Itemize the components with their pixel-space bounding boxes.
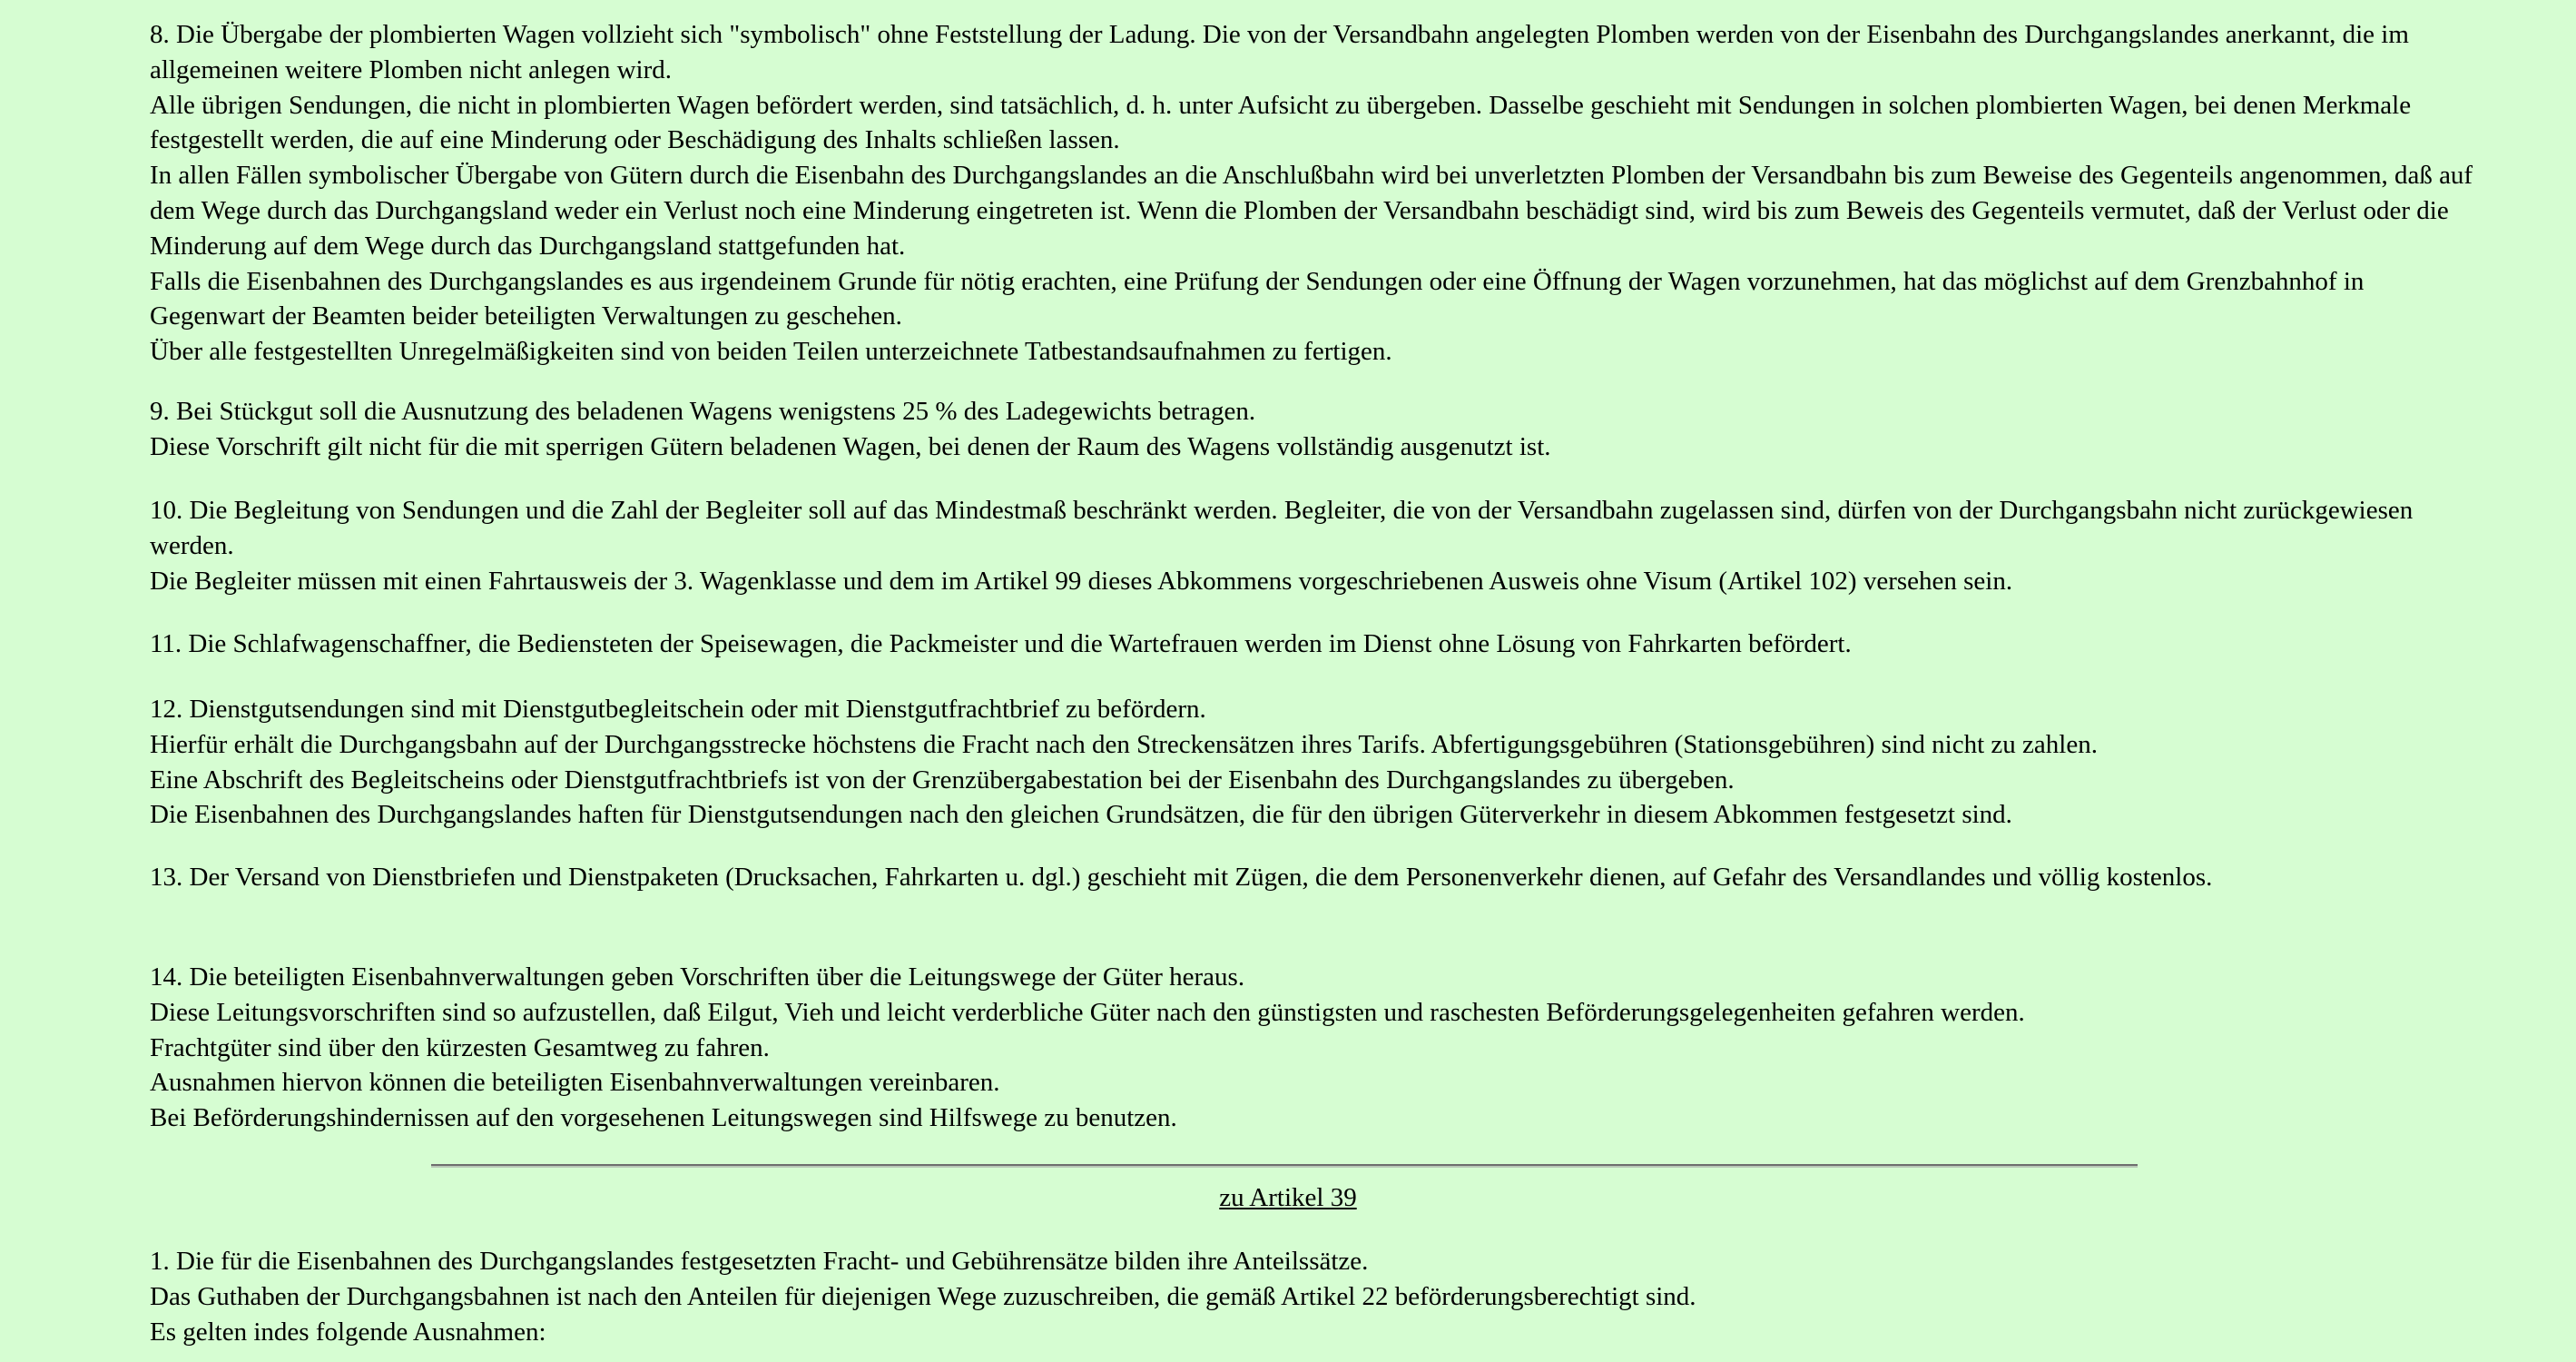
section-14-para-4: Ausnahmen hiervon können die beteiligten Eisenbahnverwaltungen vereinbaren. — [150, 1068, 1000, 1098]
section-8-para-3: In allen Fällen symbolischer Übergabe von Gütern durch die Eisenbahn des Durchgangslandes an die Anschlußbahn wird bei unverletzten Plomben der Versandbahn bis zum Beweise des Gegenteils angenommen, daß auf dem Wege durch das Durchgangsland weder ein Verlust noch eine Minderung eingetreten ist. Wenn die Plomben der Versandbahn beschädigt sind, wird bis zum Beweis des Gegenteils vermutet, daß der Verlust oder die Minderung auf dem Wege durch das Durchgangsland stattgefunden hat. — [150, 161, 2473, 261]
section-10-para-1: 10. Die Begleitung von Sendungen und die Zahl der Begleiter soll auf das Mindestmaß beschränkt werden. Begleiter, die von der Versandbahn zugelassen sind, dürfen von der Durchgangsbahn nicht zurückgewiesen werden. — [150, 496, 2414, 560]
horizontal-rule — [431, 1164, 2138, 1168]
section-8 — [150, 17, 2473, 370]
section-9-para-1: 9. Bei Stückgut soll die Ausnutzung des beladenen Wagens wenigstens 25 % des Ladegewichts betragen. — [150, 397, 1256, 426]
section-8-para-5: Über alle festgestellten Unregelmäßigkeiten sind von beiden Teilen unterzeichnete Tatbestandsaufnahmen zu fertigen. — [150, 337, 1392, 367]
article-39-link[interactable]: zu Artikel 39 — [1219, 1183, 1357, 1212]
section-14-para-2: Diese Leitungsvorschriften sind so aufzustellen, daß Eilgut, Vieh und leicht verderbliche Güter nach den günstigsten und raschesten Beförderungsgelegenheiten gefahren werden. — [150, 997, 2025, 1027]
article-39-para-3: Es gelten indes folgende Ausnahmen: — [150, 1317, 546, 1347]
section-13 — [150, 860, 2473, 895]
section-12-para-2: Hierfür erhält die Durchgangsbahn auf der Durchgangsstrecke höchstens die Fracht nach den Streckensätzen ihres Tarifs. Abfertigungsgebühren (Stationsgebühren) sind nicht zu zahlen. — [150, 729, 2098, 759]
section-13-para-1: 13. Der Versand von Dienstbriefen und Dienstpaketen (Drucksachen, Fahrkarten u. dgl.) geschieht mit Zügen, die dem Personenverkehr dienen, auf Gefahr des Versandlandes und völlig kostenlos. — [150, 863, 2213, 892]
section-8-para-4: Falls die Eisenbahnen des Durchgangslandes es aus irgendeinem Grunde für nötig erachten, eine Prüfung der Sendungen oder eine Öffnung der Wagen vorzunehmen, hat das möglichst auf dem Grenzbahnhof in Gegenwart der Beamten beider beteiligten Verwaltungen zu geschehen. — [150, 266, 2365, 331]
section-9-para-2: Diese Vorschrift gilt nicht für die mit sperrigen Gütern beladenen Wagen, bei denen der Raum des Wagens vollständig ausgenutzt ist. — [150, 431, 1551, 461]
section-10 — [150, 493, 2473, 598]
section-14 — [150, 960, 2473, 1136]
section-14-para-1: 14. Die beteiligten Eisenbahnverwaltungen geben Vorschriften über die Leitungswege der Güter heraus. — [150, 962, 1245, 992]
article-39-para-1: 1. Die für die Eisenbahnen des Durchgangslandes festgesetzten Fracht- und Gebührensätze bilden ihre Anteilssätze. — [150, 1247, 1369, 1276]
section-12 — [150, 692, 2473, 833]
section-11 — [150, 627, 2473, 662]
article-39-para-2: Das Guthaben der Durchgangsbahnen ist nach den Anteilen für diejenigen Wege zuzuschreiben, die gemäß Artikel 22 beförderungsberechtigt sind. — [150, 1281, 1696, 1311]
section-12-para-4: Die Eisenbahnen des Durchgangslandes haften für Dienstgutsendungen nach den gleichen Grundsätzen, die für den übrigen Güterverkehr in diesem Abkommen festgesetzt sind. — [150, 800, 2012, 830]
section-14-para-3: Frachtgüter sind über den kürzesten Gesamtweg zu fahren. — [150, 1032, 770, 1062]
section-8-para-1: 8. Die Übergabe der plombierten Wagen vollzieht sich "symbolisch" ohne Feststellung der Ladung. Die von der Versandbahn angelegten Plomben werden von der Eisenbahn des Durchgangslandes anerkannt, die im allgemeinen weitere Plomben nicht anlegen wird. — [150, 20, 2409, 84]
section-14-para-5: Bei Beförderungshindernissen auf den vorgesehenen Leitungswegen sind Hilfswege zu benutzen. — [150, 1103, 1177, 1133]
article-39-section-1 — [150, 1244, 2473, 1349]
section-11-para-1: 11. Die Schlafwagenschaffner, die Bediensteten der Speisewagen, die Packmeister und die Wartefrauen werden im Dienst ohne Lösung von Fahrkarten befördert. — [150, 629, 1852, 658]
section-8-para-2: Alle übrigen Sendungen, die nicht in plombierten Wagen befördert werden, sind tatsächlich, d. h. unter Aufsicht zu übergeben. Dasselbe geschieht mit Sendungen in solchen plombierten Wagen, bei denen Merkmale festgestellt werden, die auf eine Minderung oder Beschädigung des Inhalts schließen lassen. — [150, 90, 2412, 155]
section-9 — [150, 394, 2473, 465]
section-10-para-2: Die Begleiter müssen mit einen Fahrtausweis der 3. Wagenklasse und dem im Artikel 99 dieses Abkommens vorgeschriebenen Ausweis ohne Visum (Artikel 102) versehen sein. — [150, 566, 2013, 596]
article-heading — [0, 1180, 2576, 1216]
section-12-para-3: Eine Abschrift des Begleitscheins oder Dienstgutfrachtbriefs ist von der Grenzübergabestation bei der Eisenbahn des Durchgangslandes zu übergeben. — [150, 765, 1735, 794]
section-12-para-1: 12. Dienstgutsendungen sind mit Dienstgutbegleitschein oder mit Dienstgutfrachtbrief zu befördern. — [150, 695, 1206, 724]
